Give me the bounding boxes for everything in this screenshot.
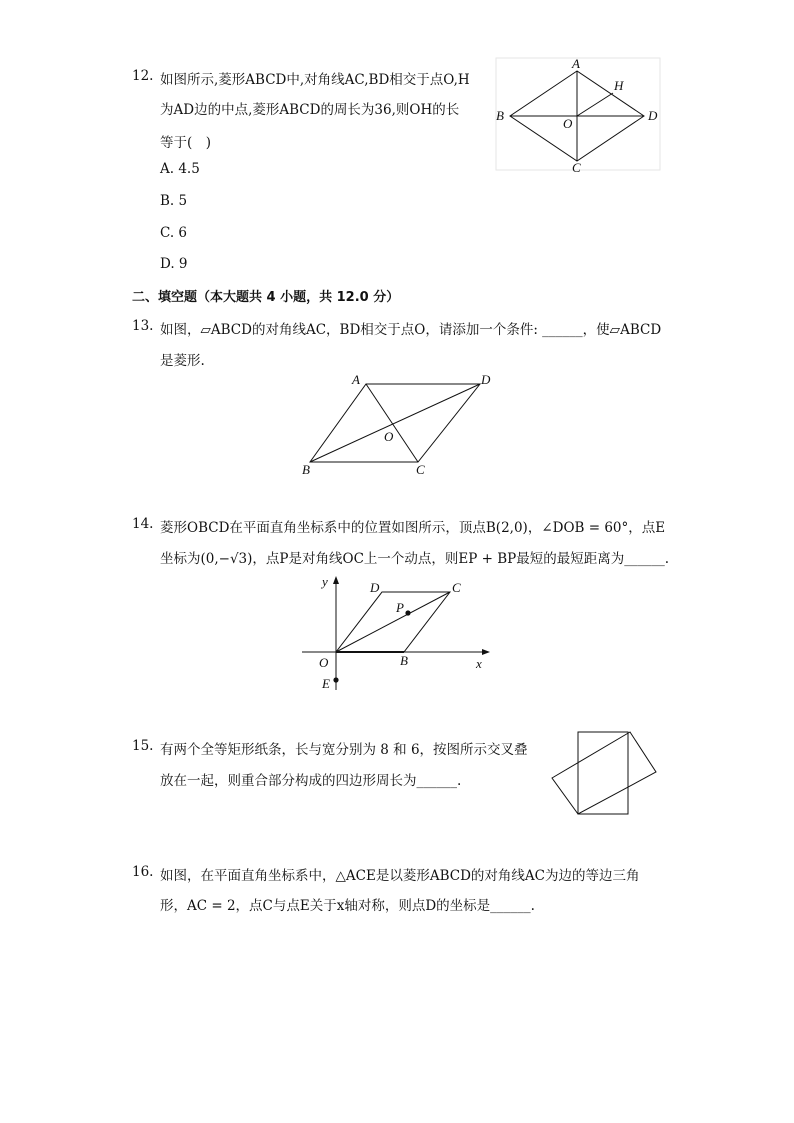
q13-label-b: B [302, 462, 310, 477]
q14-number: 14. [132, 516, 154, 532]
q12-segment-oh [577, 93, 613, 116]
q12-label-h: H [614, 78, 624, 93]
q15-vertical-strip [578, 732, 628, 814]
q12-label-c: C [572, 160, 581, 175]
section-fill-in-title: 二、填空题（本大题共 4 小题，共 12.0 分） [132, 290, 400, 305]
q14-text-line1: 菱形OBCD在平面直角坐标系中的位置如图所示，顶点B(2,0)，∠DOB = 60°，点E [160, 520, 666, 536]
q16-text-line1: 如图，在平面直角坐标系中，△ACE是以菱形ABCD的对角线AC为边的等边三角 [160, 868, 640, 884]
q12-label-b: B [496, 108, 504, 123]
q14-text-line2: 坐标为(0,−√3)，点P是对角线OC上一个动点，则EP + BP最短的最短距离为______. [160, 551, 670, 567]
q14-label-o: O [319, 655, 329, 670]
q13-label-a: A [352, 372, 360, 387]
q15-text-line2: 放在一起，则重合部分构成的四边形周长为______. [160, 773, 462, 789]
q15-text-line1: 有两个全等矩形纸条，长与宽分别为 8 和 6，按图所示交叉叠 [160, 742, 528, 758]
q14-x-axis-arrow [482, 649, 490, 655]
q12-text-line3: 等于( ) [160, 135, 212, 151]
q12-text-line1: 如图所示,菱形ABCD中,对角线AC,BD相交于点O,H [160, 72, 470, 88]
q15-strips-figure [546, 728, 662, 820]
q13-label-c: C [416, 462, 425, 477]
q12-rhombus-figure [492, 56, 664, 174]
q14-coordinate-figure [298, 572, 498, 696]
q14-label-p: P [396, 600, 404, 615]
q14-label-d: D [370, 580, 380, 595]
q13-diagonal-ac [366, 384, 418, 462]
q14-point-p [405, 610, 410, 615]
q12-option-d: D. 9 [160, 256, 188, 272]
q14-label-b: B [400, 653, 408, 668]
q12-option-a: A. 4.5 [160, 161, 200, 177]
q14-label-x: x [476, 656, 482, 671]
q13-label-d: D [481, 372, 491, 387]
q13-text-line1: 如图，▱ABCD的对角线AC，BD相交于点O，请添加一个条件: ______，使▱ABCD [160, 322, 662, 338]
q13-number: 13. [132, 318, 154, 334]
q14-point-e [333, 677, 338, 682]
q12-text-line2: 为AD边的中点,菱形ABCD的周长为36,则OH的长 [160, 102, 460, 118]
q13-parallelogram-figure [300, 372, 500, 478]
q12-option-c: C. 6 [160, 225, 188, 241]
q15-tilted-strip [552, 732, 656, 814]
q13-label-o: O [384, 429, 394, 444]
q13-diagonal-bd [310, 384, 480, 462]
q12-number: 12. [132, 68, 154, 84]
q16-number: 16. [132, 864, 154, 880]
q13-text-line2: 是菱形. [160, 353, 205, 369]
q15-number: 15. [132, 738, 154, 754]
q12-label-d: D [648, 108, 658, 123]
q14-label-y: y [322, 574, 328, 589]
q12-label-o: O [563, 116, 573, 131]
q14-diagonal-oc [336, 592, 450, 652]
q12-label-a: A [572, 56, 580, 71]
q12-option-b: B. 5 [160, 193, 188, 209]
q14-label-c: C [452, 580, 461, 595]
q16-text-line2: 形，AC = 2，点C与点E关于x轴对称，则点D的坐标是______. [160, 898, 535, 914]
q14-label-e: E [322, 676, 330, 691]
q14-y-axis-arrow [333, 576, 339, 584]
